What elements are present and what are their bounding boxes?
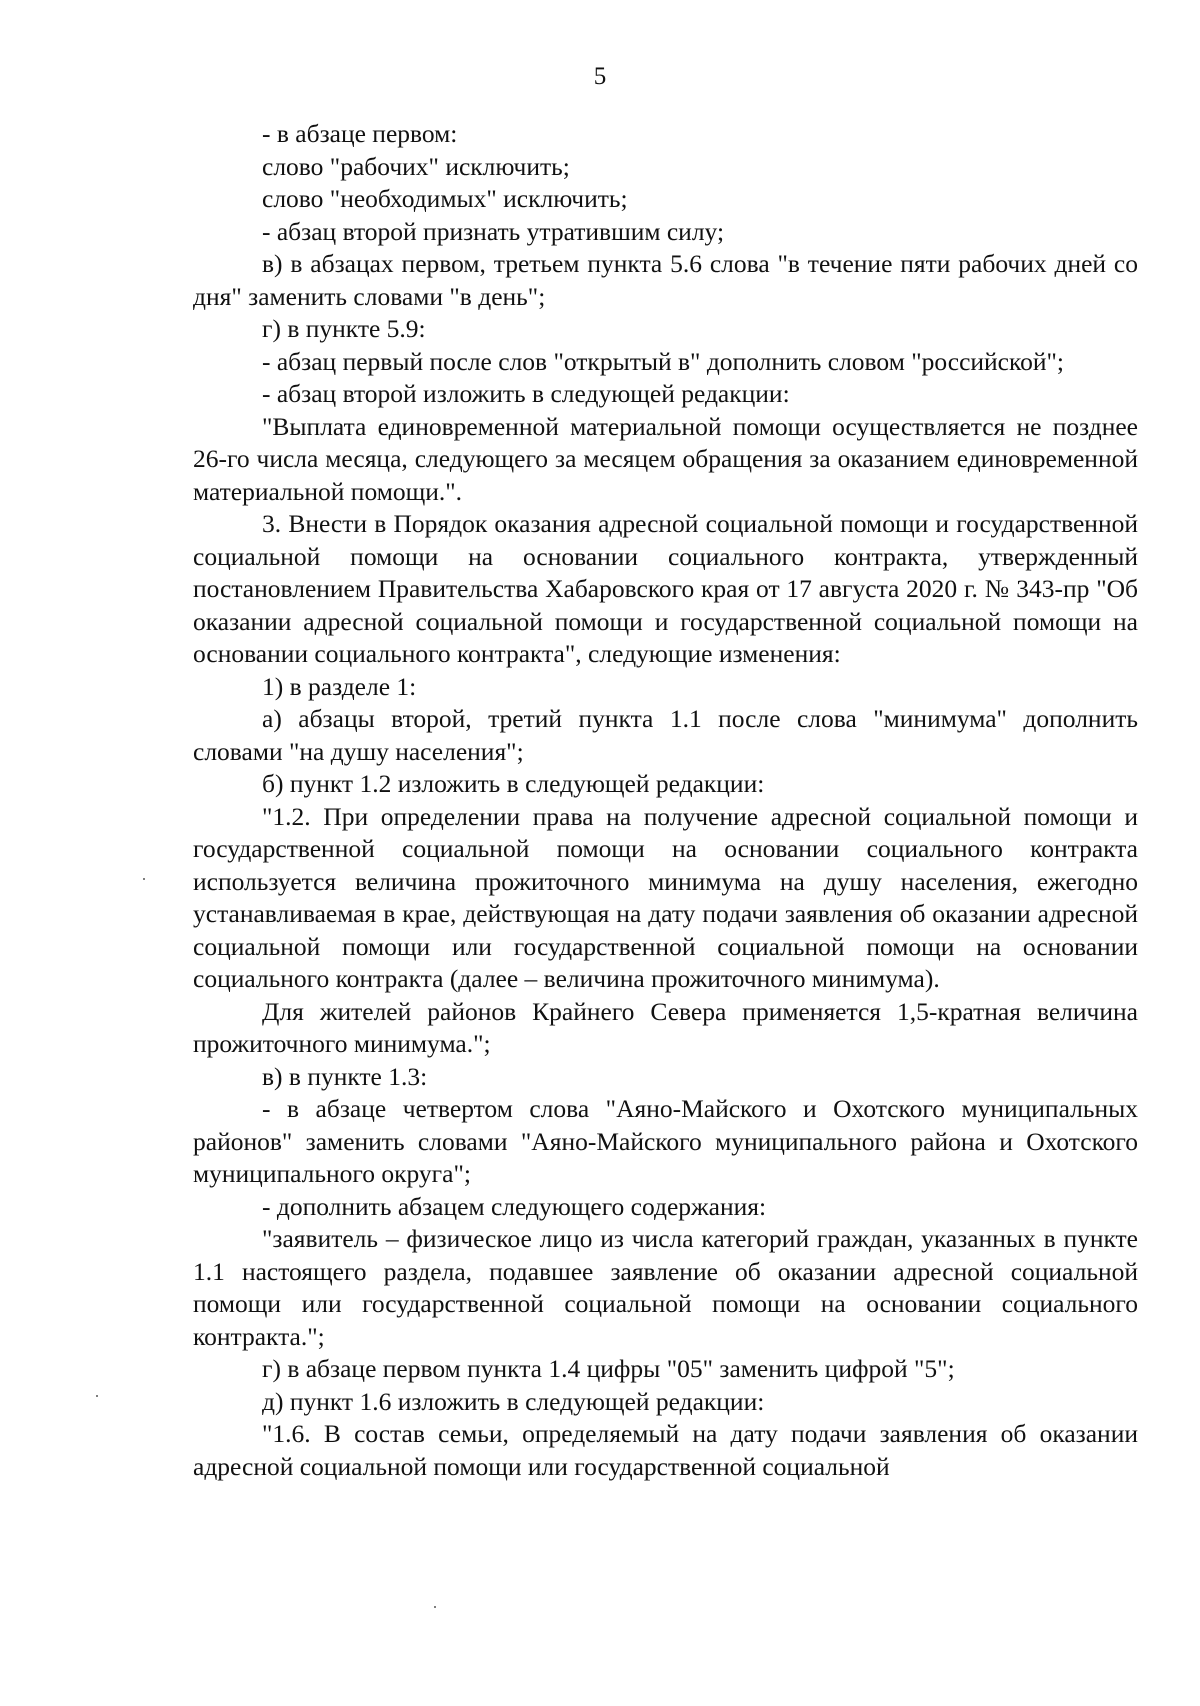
paragraph: б) пункт 1.2 изложить в следующей редакции: bbox=[262, 769, 765, 798]
paragraph: "заявитель – физическое лицо из числа категорий граждан, указанных в пункте 1.1 настоящего раздела, подавшее заявление об оказании адресной социальной помощи или государственной социальной помощи на основании социального контракта."; bbox=[193, 1224, 1138, 1351]
paragraph: - дополнить абзацем следующего содержания: bbox=[262, 1191, 767, 1221]
scan-speck bbox=[96, 1395, 98, 1397]
paragraph: слово "необходимых" исключить; bbox=[262, 184, 628, 213]
paragraph: в) в абзацах первом, третьем пункта 5.6 слова "в течение пяти рабочих дней со дня" заменить словами "в день"; bbox=[193, 249, 1138, 311]
paragraph: "1.6. В состав семьи, определяемый на дату подачи заявления об оказании адресной социальной помощи или государственной социальной bbox=[193, 1419, 1138, 1481]
paragraph: а) абзацы второй, третий пункта 1.1 после слова "минимума" дополнить словами "на душу населения"; bbox=[193, 704, 1138, 766]
paragraph: "1.2. При определении права на получение адресной социальной помощи и государственной социальной помощи на основании социального контракта используется величина прожиточного минимума на душу населения, ежегодно устанавливаемая в крае, действующая на дату подачи заявления об оказании адресной социальной помощи или государственной социальной помощи на основании социального контракта (далее – величина прожиточного минимума). bbox=[193, 801, 1138, 993]
paragraph: слово "рабочих" исключить; bbox=[262, 151, 570, 181]
paragraph: г) в абзаце первом пункта 1.4 цифры "05" заменить цифрой "5"; bbox=[262, 1354, 955, 1383]
paragraph: - абзац второй изложить в следующей редакции: bbox=[262, 379, 790, 408]
paragraph: д) пункт 1.6 изложить в следующей редакции: bbox=[262, 1386, 765, 1416]
scan-speck bbox=[143, 878, 145, 880]
paragraph: - в абзаце четвертом слова "Аяно-Майского и Охотского муниципальных районов" заменить словами "Аяно-Майского муниципального района и Охотского муниципального округа"; bbox=[193, 1094, 1138, 1188]
paragraph: - в абзаце первом: bbox=[262, 119, 458, 148]
paragraph: Для жителей районов Крайнего Севера применяется 1,5-кратная величина прожиточного минимума."; bbox=[193, 996, 1138, 1058]
scan-speck bbox=[434, 1606, 436, 1608]
paragraph: 1) в разделе 1: bbox=[262, 671, 417, 701]
paragraph: "Выплата единовременной материальной помощи осуществляется не позднее 26-го числа месяца, следующего за месяцем обращения за оказанием единовременной материальной помощи.". bbox=[193, 411, 1138, 506]
paragraph: г) в пункте 5.9: bbox=[262, 314, 426, 343]
paragraph: в) в пункте 1.3: bbox=[262, 1061, 428, 1091]
document-body bbox=[193, 118, 1138, 1483]
page-number: 5 bbox=[593, 63, 607, 90]
paragraph: 3. Внести в Порядок оказания адресной социальной помощи и государственной социальной помощи на основании социального контракта, утвержденный постановлением Правительства Хабаровского края от 17 августа 2020 г. № 343-пр "Об оказании адресной социальной помощи и государственной социальной помощи на основании социального контракта", следующие изменения: bbox=[193, 509, 1138, 668]
paragraph: - абзац второй признать утратившим силу; bbox=[262, 216, 725, 246]
paragraph: - абзац первый после слов "открытый в" дополнить словом "российской"; bbox=[262, 346, 1064, 376]
